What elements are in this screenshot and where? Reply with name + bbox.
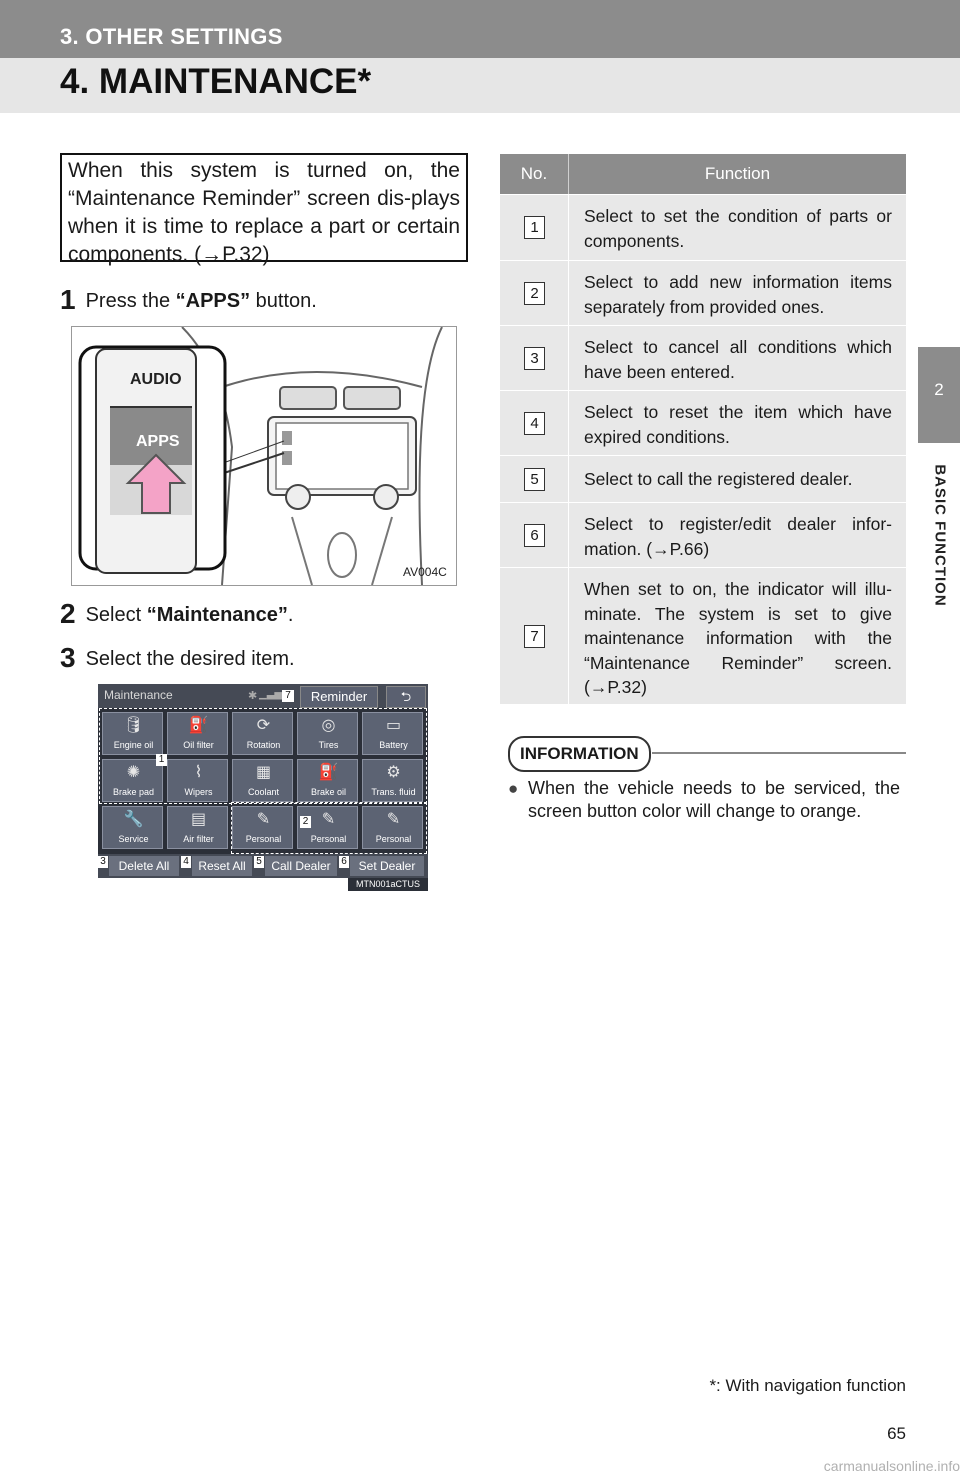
signal-icon: ▁▃▅ [259,689,283,700]
row-function: Select to add new information items separately from provided ones. [584,272,892,317]
row-number: 4 [524,412,545,435]
dashboard-drawing [72,327,456,585]
maintenance-screen-illustration [98,684,428,891]
step-number: 1 [60,284,76,315]
set-dealer-button[interactable]: Set Dealer [350,856,424,876]
tile-icon: ▦ [255,764,272,781]
information-body [508,777,900,823]
footnote: *: With navigation function [709,1376,906,1395]
tile-label: Trans. fluid [371,787,416,797]
group-2-frame [231,802,427,854]
row-number: 1 [524,216,545,239]
row-function: Select to set the condition of parts or components. [584,206,892,251]
tile-label: Oil filter [183,740,214,750]
row-number: 7 [524,625,545,648]
info-rule [652,752,906,754]
side-tab-label: BASIC FUNCTION [931,464,949,607]
callout-4: 4 [181,856,191,868]
apps-label: APPS [136,433,180,450]
row-number-cell [500,456,569,502]
watermark: carmanualsonline.info [823,1458,960,1474]
tile-icon: ◎ [321,717,336,734]
page-number: 65 [887,1424,906,1443]
figure-code: AV004C [403,565,447,579]
step-text-end: . [287,604,294,626]
tile-icon: ⟳ [256,717,271,734]
tile-icon: ⌇ [194,764,203,781]
dashboard-illustration [71,326,457,586]
row-number: 2 [524,282,545,305]
tile-label: Service [118,834,149,844]
tile-label: Air filter [183,834,214,844]
table-row [500,260,906,325]
step-text: Press the [85,290,176,312]
intro-box [60,153,468,266]
intro-text: When this system is turned on, the “Maintenance Reminder” screen dis-plays when it is time to replace a part or certain components. (→P.32) [68,159,460,266]
step-text: Select [85,604,147,626]
callout-3: 3 [98,856,108,868]
tile-label: Rotation [246,740,281,750]
tile-label: Coolant [247,787,280,797]
callout-5: 5 [254,856,264,868]
tile-label: Personal [375,834,412,844]
step-bold: “APPS” [175,290,251,312]
bluetooth-icon: ✱ [248,690,258,702]
table-row [500,194,906,260]
tile-icon: ⚙ [386,764,401,781]
tile-label: Tires [318,740,339,750]
row-function: When set to on, the indicator will illu-minate. The system is set to give maintenance information with the “Maintenance Reminder” screen. (→P.32) [584,579,892,697]
maintenance-tile[interactable] [102,806,163,849]
tile-icon: ✎ [256,811,271,828]
row-function: Select to register/edit dealer infor-mation. (→P.66) [584,514,892,559]
information-label: INFORMATION [508,736,651,772]
screen-title: Maintenance [104,688,173,702]
tile-icon: ▭ [385,717,402,734]
header-no: No. [500,154,569,194]
table-row [500,502,906,567]
step-3 [60,642,295,674]
tile-label: Battery [379,740,408,750]
row-function: Select to cancel all conditions which have been entered. [584,337,892,382]
tile-icon: ▤ [190,811,207,828]
table-row [500,390,906,455]
row-number: 3 [524,347,545,370]
tile-icon: ✺ [126,764,141,781]
row-number-cell [500,195,569,260]
step-number: 3 [60,642,76,673]
tile-label: Engine oil [113,740,154,750]
table-row [500,567,906,704]
tile-icon: ⛽ [188,717,209,734]
step-number: 2 [60,598,76,629]
callout-6: 6 [339,856,349,868]
step-text-end: button. [250,290,317,312]
back-icon[interactable]: ⮌ [386,686,426,708]
row-number-cell [500,326,569,390]
information-text: When the vehicle needs to be serviced, the screen button color will change to orange. [528,778,900,821]
call-dealer-button[interactable]: Call Dealer [265,856,337,876]
function-table [500,154,906,704]
page-title: 4. MAINTENANCE* [60,62,372,101]
tile-icon: ⛽ [318,764,339,781]
row-number-cell [500,568,569,704]
row-function: Select to call the registered dealer. [584,469,853,489]
tile-label: Brake oil [310,787,346,797]
tile-icon: ✎ [386,811,401,828]
figure-code: MTN001aCTUS [348,878,428,891]
table-header [500,154,906,194]
reminder-button[interactable]: Reminder [300,686,378,708]
row-number-cell [500,391,569,455]
tile-label: Personal [310,834,347,844]
section-title: 3. OTHER SETTINGS [60,24,283,49]
reset-all-button[interactable]: Reset All [192,856,252,876]
side-tab-number: 2 [934,380,944,399]
tile-label: Personal [245,834,282,844]
row-function: Select to reset the item which have expired conditions. [584,402,892,447]
maintenance-tile[interactable] [167,806,228,849]
callout-2: 2 [300,816,311,828]
bullet-icon: ● [508,779,519,798]
row-number-cell [500,261,569,325]
tile-label: Wipers [184,787,213,797]
step-1 [60,284,317,316]
row-number-cell [500,503,569,567]
audio-label: AUDIO [130,371,182,388]
step-text: Select the desired item. [85,648,295,670]
header-function: Function [704,164,771,183]
tile-icon: ✎ [321,811,336,828]
delete-all-button[interactable]: Delete All [109,856,179,876]
row-number: 5 [524,468,545,491]
group-1-frame [99,708,427,804]
tile-icon: 🛢 [123,717,144,734]
row-number: 6 [524,524,545,547]
table-row [500,325,906,390]
step-bold: “Maintenance” [146,604,288,626]
callout-1: 1 [156,754,167,766]
callout-7: 7 [282,690,294,702]
table-row [500,455,906,502]
step-2 [60,598,293,630]
tile-label: Brake pad [112,787,155,797]
tile-icon: 🔧 [123,811,144,828]
